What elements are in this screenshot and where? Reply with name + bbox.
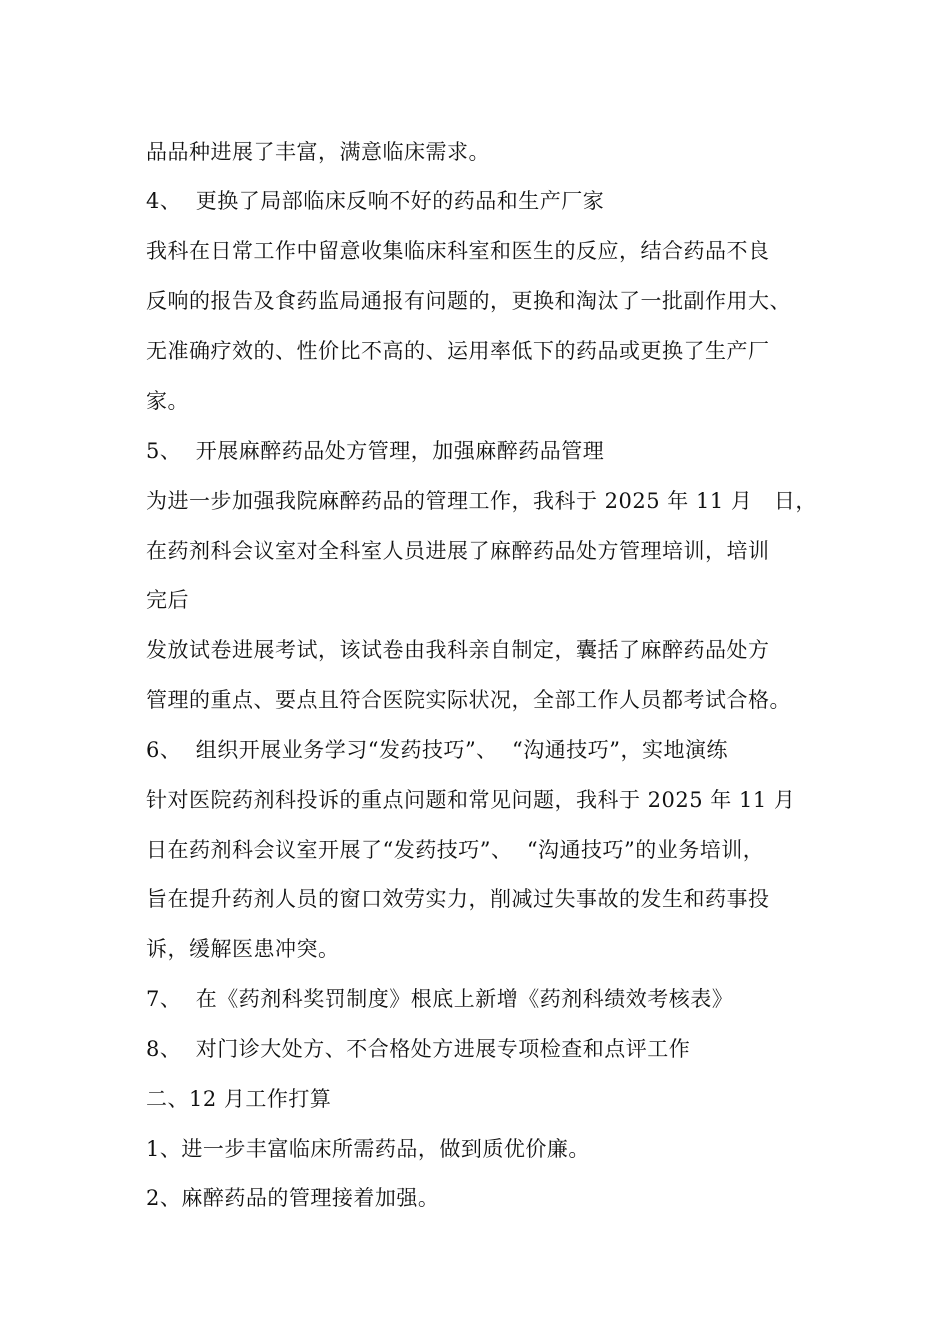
paragraph-line: 品品种进展了丰富，满意临床需求。 <box>146 140 490 164</box>
paragraph-line: 反响的报告及食药监局通报有问题的，更换和淘汰了一批副作用大、 <box>146 289 791 313</box>
plan-item-2: 2、麻醉药品的管理接着加强。 <box>146 1186 440 1210</box>
paragraph-line: 无准确疗效的、性价比不高的、运用率低下的药品或更换了生产厂 <box>146 339 770 363</box>
section-heading-8: 8、 对门诊大处方、不合格处方进展专项检查和点评工作 <box>146 1037 691 1061</box>
section-heading-4: 4、 更换了局部临床反响不好的药品和生产厂家 <box>146 189 605 213</box>
section-heading-7: 7、 在《药剂科奖罚制度》根底上新增《药剂科绩效考核表》 <box>146 987 734 1011</box>
paragraph-line: 针对医院药剂科投诉的重点问题和常见问题，我科于 2025 年 11 月 <box>146 788 796 812</box>
paragraph-line: 旨在提升药剂人员的窗口效劳实力，削减过失事故的发生和药事投 <box>146 887 770 911</box>
paragraph-line: 完后 <box>146 588 189 612</box>
paragraph-line: 家。 <box>146 389 189 413</box>
section-heading-5: 5、 开展麻醉药品处方管理，加强麻醉药品管理 <box>146 439 605 463</box>
paragraph-line: 诉，缓解医患冲突。 <box>146 937 340 961</box>
chapter-heading: 二、12 月工作打算 <box>146 1087 332 1111</box>
section-heading-6: 6、 组织开展业务学习“发药技巧”、 “沟通技巧”，实地演练 <box>146 738 729 762</box>
paragraph-line: 为进一步加强我院麻醉药品的管理工作，我科于 2025 年 11 月 日， <box>146 489 817 513</box>
paragraph-line: 管理的重点、要点且符合医院实际状况，全部工作人员都考试合格。 <box>146 688 791 712</box>
paragraph-line: 在药剂科会议室对全科室人员进展了麻醉药品处方管理培训，培训 <box>146 539 770 563</box>
paragraph-line: 日在药剂科会议室开展了“发药技巧”、 “沟通技巧”的业务培训， <box>146 838 765 862</box>
plan-item-1: 1、进一步丰富临床所需药品，做到质优价廉。 <box>146 1137 590 1161</box>
paragraph-line: 我科在日常工作中留意收集临床科室和医生的反应，结合药品不良 <box>146 239 770 263</box>
paragraph-line: 发放试卷进展考试，该试卷由我科亲自制定，囊括了麻醉药品处方 <box>146 638 770 662</box>
